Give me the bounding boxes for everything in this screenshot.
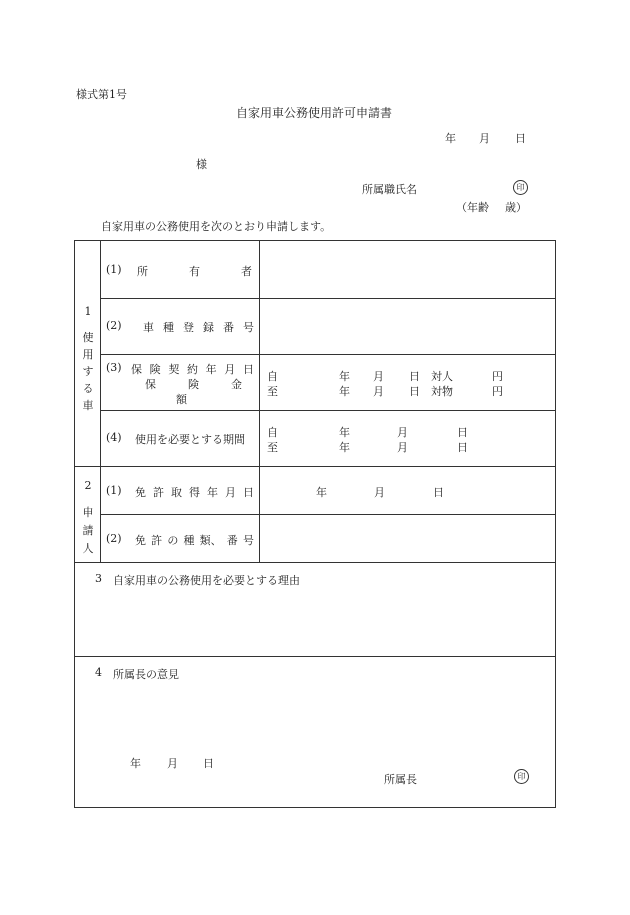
section4-year: 年 <box>130 757 141 770</box>
form-number: 様式第1号 <box>76 88 127 101</box>
period-from-day: 日 <box>457 426 468 439</box>
insurance-label-line3: 額 <box>176 393 187 406</box>
period-from-year: 年 <box>339 426 350 439</box>
section1-heading-char: 用 <box>82 348 94 361</box>
section1-heading-char: 使 <box>82 331 94 344</box>
insurance-person-label: 対人 <box>431 370 453 383</box>
section2-heading-char: 請 <box>82 524 94 537</box>
section4-day: 日 <box>203 757 214 770</box>
application-table <box>74 240 556 808</box>
period-to-month: 月 <box>397 441 408 454</box>
period-from: 自 <box>267 426 278 439</box>
insurance-person-yen: 円 <box>492 370 503 383</box>
period-from-month: 月 <box>397 426 408 439</box>
insurance-property-label: 対物 <box>431 385 453 398</box>
owner-label: 所 有 者 <box>137 265 252 278</box>
intro-text: 自家用車の公務使用を次のとおり申請します。 <box>101 220 332 233</box>
section3-number: 3 <box>95 572 102 585</box>
period-to-day: 日 <box>457 441 468 454</box>
license-day: 日 <box>433 486 444 499</box>
section4-label: 所属長の意見 <box>113 668 179 681</box>
registration-label: 車 種 登 録 番 号 <box>143 321 254 334</box>
chief-label: 所属長 <box>384 773 417 786</box>
insurance-from-month: 月 <box>373 370 384 383</box>
age-close: 歳） <box>505 201 527 214</box>
section3-label: 自家用車の公務使用を必要とする理由 <box>113 574 300 587</box>
license-month: 月 <box>374 486 385 499</box>
insurance-to: 至 <box>267 385 278 398</box>
owner-field[interactable] <box>261 241 555 297</box>
period-to-year: 年 <box>339 441 350 454</box>
period-to: 至 <box>267 441 278 454</box>
chief-seal-icon: 印 <box>514 769 529 784</box>
age-open: （年齢 <box>456 201 489 214</box>
date-month: 月 <box>479 132 490 145</box>
section2-number: 2 <box>84 479 92 492</box>
insurance-property-yen: 円 <box>492 385 503 398</box>
insurance-label-line1: 保 険 契 約 年 月 日 <box>131 363 254 376</box>
period-row-number: (4) <box>106 431 122 444</box>
insurance-from: 自 <box>267 370 278 383</box>
row-divider <box>101 410 556 411</box>
section1-heading-char: る <box>82 382 94 395</box>
date-day: 日 <box>515 132 526 145</box>
insurance-to-day: 日 <box>409 385 420 398</box>
insurance-from-year: 年 <box>339 370 350 383</box>
license-type-label: 免 許 の 種 類、 番 号 <box>135 534 254 547</box>
section4-month: 月 <box>167 757 178 770</box>
addressee-suffix: 様 <box>196 158 207 171</box>
form-title: 自家用車公務使用許可申請書 <box>236 106 393 120</box>
license-year: 年 <box>316 486 327 499</box>
insurance-to-year: 年 <box>339 385 350 398</box>
column-divider <box>259 241 260 563</box>
insurance-to-month: 月 <box>373 385 384 398</box>
section-divider <box>75 562 556 563</box>
section-divider <box>75 466 556 467</box>
chief-opinion-field[interactable] <box>77 681 554 751</box>
period-label: 使用を必要とする期間 <box>135 433 245 446</box>
seal-mark-icon: 印 <box>513 180 528 195</box>
owner-row-number: (1) <box>106 263 122 276</box>
section4-number: 4 <box>95 666 102 679</box>
section-divider <box>75 656 556 657</box>
license-date-label: 免 許 取 得 年 月 日 <box>135 486 254 499</box>
reason-field[interactable] <box>77 587 554 655</box>
insurance-row-number: (3) <box>106 361 122 374</box>
license-type-row-number: (2) <box>106 532 122 545</box>
license-type-field[interactable] <box>261 515 555 562</box>
section2-heading-char: 人 <box>82 542 94 555</box>
date-year: 年 <box>445 132 456 145</box>
insurance-from-day: 日 <box>409 370 420 383</box>
section1-heading-char: 車 <box>82 399 94 412</box>
section2-heading-char: 申 <box>82 506 94 519</box>
section1-heading-char: す <box>82 365 94 378</box>
registration-row-number: (2) <box>106 319 122 332</box>
registration-field[interactable] <box>261 299 555 354</box>
applicant-label: 所属職氏名 <box>362 183 417 196</box>
insurance-label-line2: 保 険 金 <box>145 378 242 391</box>
row-divider <box>101 354 556 355</box>
license-date-row-number: (1) <box>106 484 122 497</box>
column-divider <box>100 241 101 563</box>
section1-number: 1 <box>84 305 92 318</box>
